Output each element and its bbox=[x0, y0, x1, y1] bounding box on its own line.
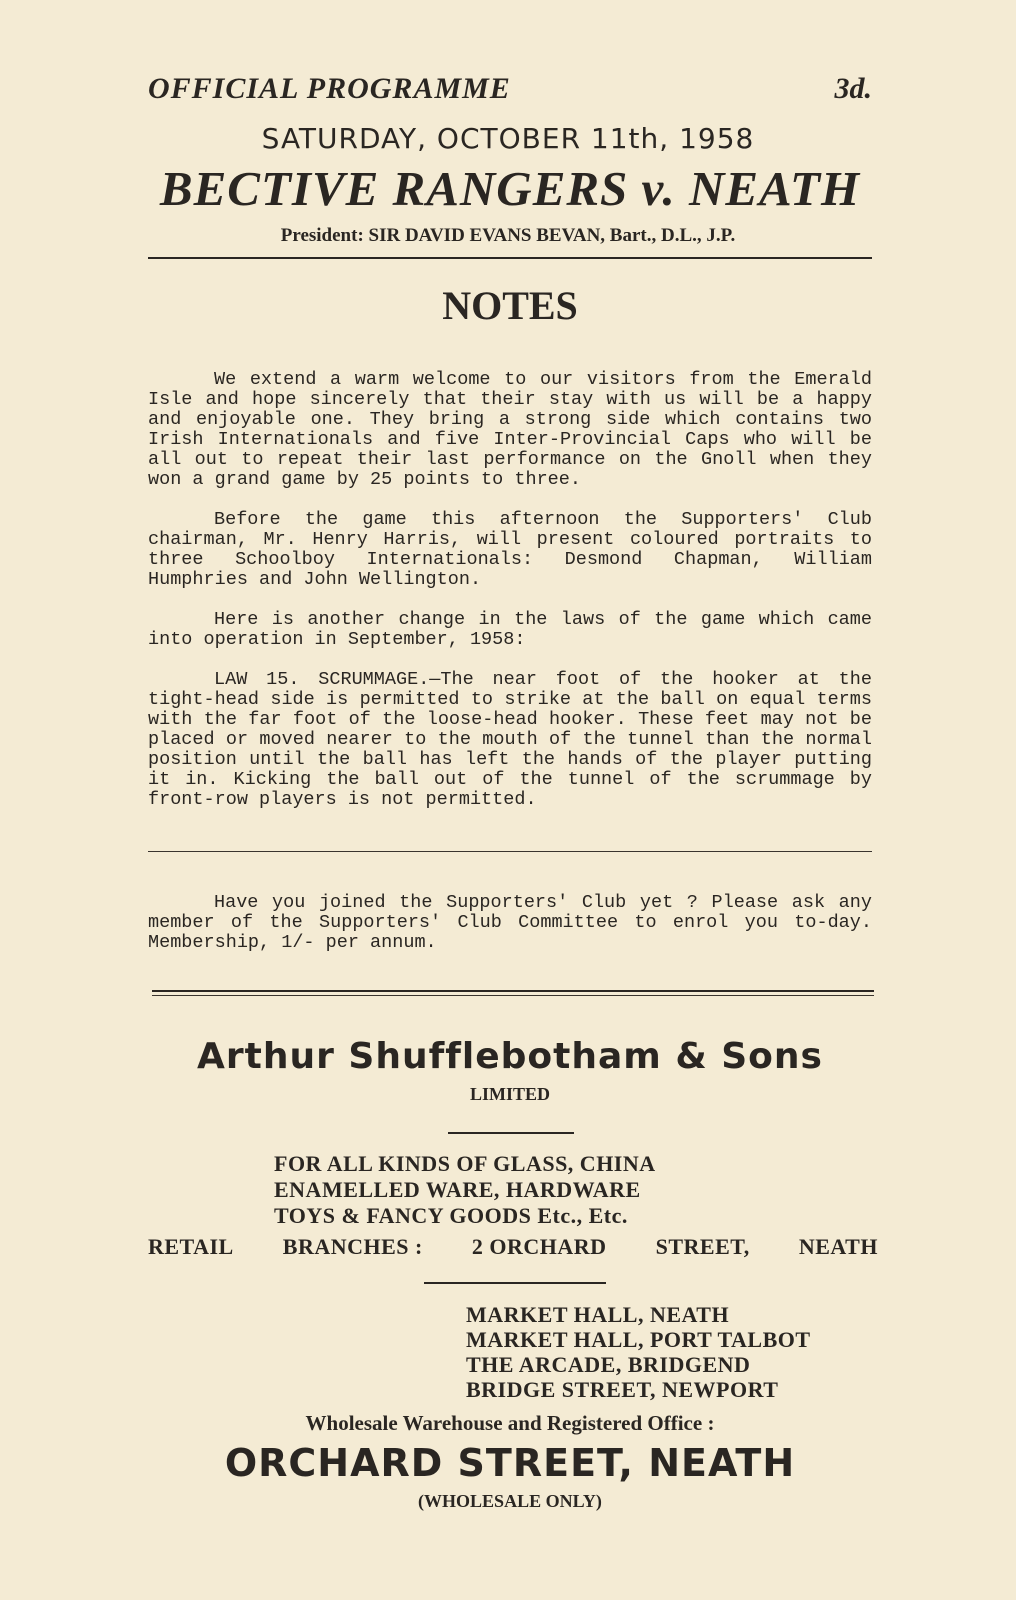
programme-label: OFFICIAL PROGRAMME bbox=[148, 72, 511, 105]
supporters-club-text: Have you joined the Supporters' Club yet ? Please ask any member of the Supporters' Club Committee to enrol you to-day. Membership, 1/- per annum. bbox=[148, 892, 872, 953]
match-title: BECTIVE RANGERS v. NEATH bbox=[159, 161, 861, 216]
advert-top-rule bbox=[152, 990, 874, 992]
notes-paragraph-text: Here is another change in the laws of the game which came into operation in September, 1958: bbox=[148, 609, 872, 650]
advert-firm-name: Arthur Shufflebotham & Sons bbox=[197, 1036, 823, 1077]
retail-word: RETAIL bbox=[148, 1234, 234, 1259]
branch-address-part: 2 ORCHARD bbox=[471, 1234, 607, 1259]
notes-divider bbox=[148, 851, 872, 852]
branch-item: BRIDGE STREET, NEWPORT bbox=[466, 1377, 779, 1402]
price: 3d. bbox=[834, 72, 872, 105]
wholesale-address: ORCHARD STREET, NEATH bbox=[224, 1441, 796, 1485]
supporters-club-note bbox=[148, 893, 872, 953]
wholesale-only-note: (WHOLESALE ONLY) bbox=[418, 1491, 602, 1511]
advert-goods-list bbox=[274, 1151, 834, 1229]
branches-word: BRANCHES : bbox=[282, 1234, 423, 1259]
branch-address-part: STREET, bbox=[655, 1234, 750, 1259]
notes-paragraph-text: Before the game this afternoon the Supporters' Club chairman, Mr. Henry Harris, will present coloured portraits to three Schoolboy Internationals: Desmond Chapman, William Humphries and John Wellington. bbox=[148, 509, 872, 590]
advert-short-rule-1 bbox=[448, 1132, 574, 1134]
notes-paragraph-welcome bbox=[148, 370, 872, 490]
advert-top-rule-second bbox=[152, 995, 874, 996]
notes-paragraph-text: LAW 15. SCRUMMAGE.—The near foot of the hooker at the tight-head side is permitted to strike at the ball on equal terms with the far foot of the loose-head hooker. These feet may not be placed or moved nearer to the mouth of the tunnel than the normal position until the ball has left the hands of the player putting it in. Kicking the ball out of the tunnel of the scrummage by front-row players is not permitted. bbox=[148, 669, 872, 810]
notes-paragraph-laws bbox=[148, 610, 872, 650]
advert-limited: LIMITED bbox=[469, 1084, 550, 1104]
advert-goods-line: FOR ALL KINDS OF GLASS, CHINA bbox=[274, 1151, 656, 1176]
branch-item: THE ARCADE, BRIDGEND bbox=[466, 1352, 751, 1377]
notes-paragraph-text: We extend a warm welcome to our visitors from the Emerald Isle and hope sincerely that their stay with us will be a happy and enjoyable one. They bring a strong side which contains two Irish Internationals and five Inter-Provincial Caps who will be all out to repeat their last performance on the Gnoll when they won a grand game by 25 points to three. bbox=[148, 369, 872, 490]
advert-branch-list bbox=[466, 1302, 886, 1402]
branch-item: MARKET HALL, NEATH bbox=[466, 1302, 730, 1327]
wholesale-label: Wholesale Warehouse and Registered Office : bbox=[305, 1411, 715, 1435]
notes-paragraph-law-15 bbox=[148, 670, 872, 810]
advert-goods-line: TOYS & FANCY GOODS Etc., Etc. bbox=[274, 1203, 628, 1228]
branch-item: MARKET HALL, PORT TALBOT bbox=[466, 1327, 811, 1352]
president-line: President: SIR DAVID EVANS BEVAN, Bart., D.L., J.P. bbox=[280, 225, 736, 246]
notes-paragraph-portraits bbox=[148, 510, 872, 590]
advert-retail-branches-row bbox=[148, 1234, 878, 1260]
advert-short-rule-2 bbox=[424, 1282, 606, 1284]
branch-address-part: NEATH bbox=[798, 1234, 878, 1259]
header-divider bbox=[148, 257, 872, 259]
match-date: SATURDAY, OCTOBER 11th, 1958 bbox=[261, 122, 755, 155]
notes-heading: NOTES bbox=[442, 283, 578, 328]
advert-goods-line: ENAMELLED WARE, HARDWARE bbox=[274, 1177, 641, 1202]
